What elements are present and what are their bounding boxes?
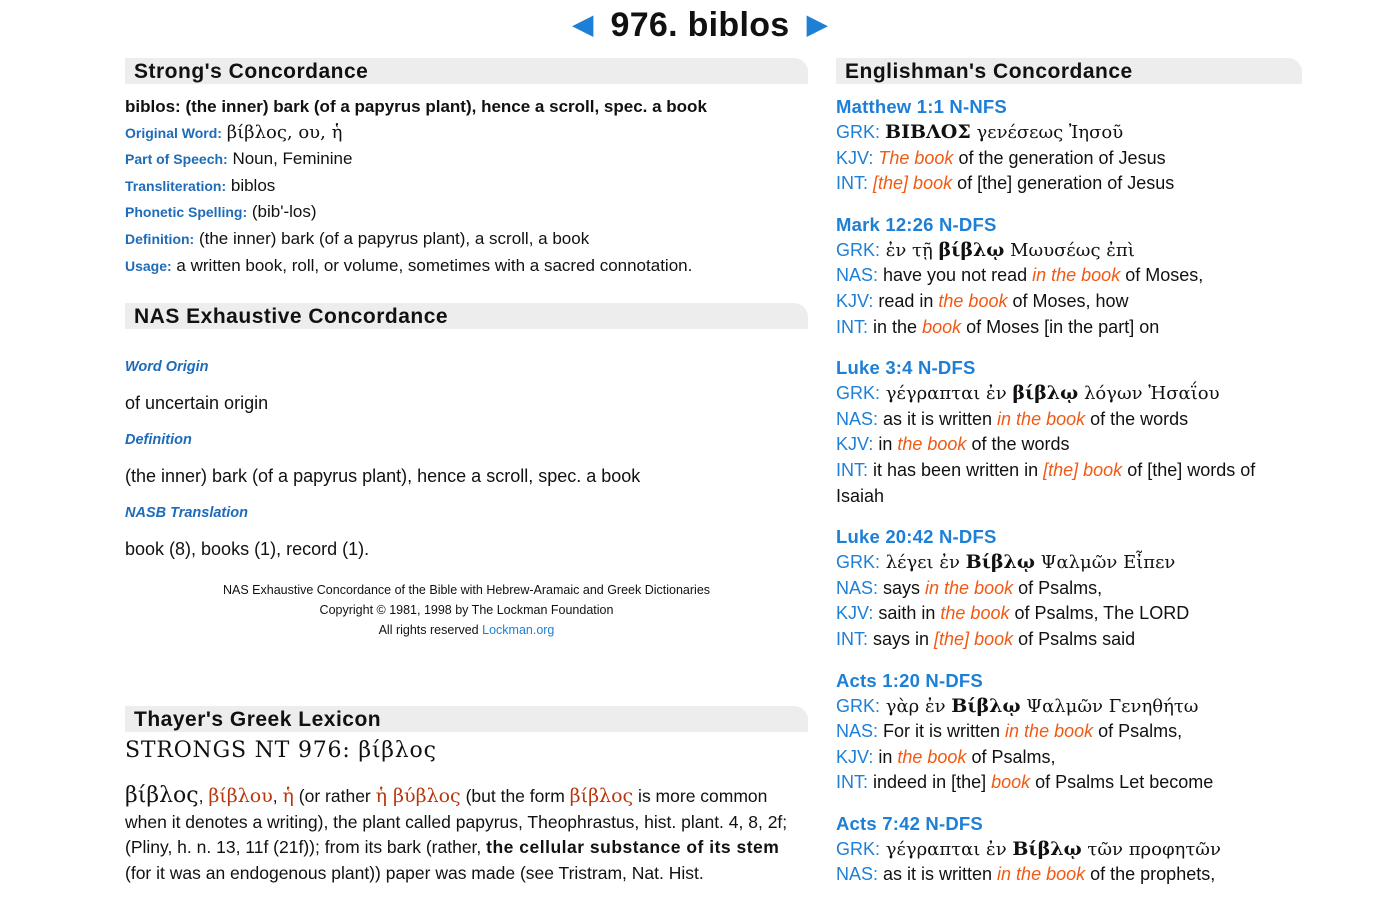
verse-line bbox=[836, 120, 1302, 146]
highlighted-term: book bbox=[922, 316, 962, 337]
highlighted-term: the book bbox=[897, 434, 967, 455]
page-title: 976. biblos bbox=[610, 6, 790, 44]
verse-line bbox=[836, 432, 1302, 458]
version-tag-link[interactable]: NAS: bbox=[836, 265, 879, 286]
verse-text: of Psalms Let become bbox=[1030, 772, 1214, 793]
version-tag-link[interactable]: KJV: bbox=[836, 147, 874, 168]
nas-definition-label: Definition bbox=[125, 432, 192, 449]
strongs-field-label: Transliteration: bbox=[125, 177, 227, 194]
concordance-entry bbox=[836, 94, 1302, 197]
verse-text: For it is written bbox=[878, 721, 1006, 742]
credit-rights: All rights reserved bbox=[378, 623, 479, 638]
greek-text: Ψαλμῶν Εἶπεν bbox=[1034, 552, 1176, 574]
thayer-text: is more common when it denotes a writing), the plant called papyrus, Theophrastus, hist. plant. 4, 8, 2f; (Pliny, h. n. 13, 11f (21f)); from its bark (rather, bbox=[125, 786, 788, 858]
verse-text: of the generation of Jesus bbox=[953, 147, 1166, 168]
verse-text: of [the] generation of Jesus bbox=[952, 173, 1175, 194]
verse-reference-link[interactable]: Acts 1:20 N-DFS bbox=[836, 669, 983, 691]
thayer-text: (for it was an endogenous plant)) paper was made (see Tristram, Nat. Hist. bbox=[125, 862, 704, 883]
nas-translation-label: NASB Translation bbox=[125, 505, 249, 522]
verse-line bbox=[836, 238, 1302, 264]
greek-text: γενέσεως Ἰησοῦ bbox=[970, 122, 1124, 143]
version-tag-link[interactable]: INT: bbox=[836, 772, 869, 793]
verse-line bbox=[836, 770, 1302, 796]
version-tag-link[interactable]: INT: bbox=[836, 628, 869, 649]
verse-reference-link[interactable]: Luke 20:42 N-DFS bbox=[836, 526, 997, 548]
nas-credit bbox=[125, 580, 808, 640]
credit-line-3 bbox=[125, 620, 808, 640]
highlighted-term: book bbox=[991, 772, 1031, 793]
verse-text: of Psalms, bbox=[1013, 577, 1103, 598]
verse-text: of Psalms, The LORD bbox=[1009, 603, 1190, 624]
concordance-entry bbox=[836, 668, 1302, 796]
version-tag-link[interactable]: KJV: bbox=[836, 290, 874, 311]
verse-text: of Psalms, bbox=[966, 746, 1056, 767]
credit-line-2: Copyright © 1981, 1998 by The Lockman Foundation bbox=[319, 603, 614, 618]
thayer-bold-text: the cellular substance of its stem bbox=[486, 837, 780, 858]
verse-text: in bbox=[873, 434, 898, 455]
verse-text: have you not read bbox=[878, 265, 1033, 286]
verse-text: of Moses, how bbox=[1007, 290, 1129, 311]
lockman-link[interactable]: Lockman.org bbox=[482, 623, 555, 638]
greek-text: ΒΙΒΛΟΣ bbox=[885, 121, 971, 143]
highlighted-term: the book bbox=[940, 603, 1010, 624]
verse-text: saith in bbox=[873, 603, 941, 624]
thayer-title: STRONGS NT 976: βίβλος bbox=[125, 738, 437, 764]
nas-definition: (the inner) bark (of a papyrus plant), hence a scroll, spec. a book bbox=[125, 466, 641, 487]
nas-word-origin-label: Word Origin bbox=[125, 359, 209, 376]
thayer-heading: Thayer's Greek Lexicon bbox=[125, 706, 808, 732]
verse-reference-link[interactable]: Matthew 1:1 N-NFS bbox=[836, 96, 1007, 117]
highlighted-term: The book bbox=[878, 147, 954, 168]
version-tag-link[interactable]: NAS: bbox=[836, 721, 879, 742]
thayer-genitive: βίβλου bbox=[208, 785, 273, 808]
version-tag-link[interactable]: KJV: bbox=[836, 434, 874, 455]
version-tag-link[interactable]: KJV: bbox=[836, 603, 874, 624]
verse-line bbox=[836, 146, 1302, 172]
strongs-field-row bbox=[125, 199, 808, 226]
verse-line bbox=[836, 862, 1302, 888]
strongs-field-value: Noun, Feminine bbox=[232, 149, 353, 169]
highlighted-term: the book bbox=[897, 746, 967, 767]
left-column bbox=[125, 58, 808, 886]
version-tag-link[interactable]: INT: bbox=[836, 173, 869, 194]
thayer-body bbox=[125, 783, 808, 886]
verse-line bbox=[836, 171, 1302, 197]
verse-text: of [the] words of Isaiah bbox=[836, 459, 1256, 506]
highlighted-term: in the book bbox=[925, 577, 1014, 598]
verse-text: says in bbox=[868, 628, 935, 649]
credit-line-1: NAS Exhaustive Concordance of the Bible with Hebrew-Aramaic and Greek Dictionaries bbox=[222, 583, 711, 598]
greek-text: λέγει ἐν bbox=[880, 552, 966, 574]
greek-text: Βίβλῳ bbox=[965, 551, 1035, 574]
verse-text: of the prophets, bbox=[1085, 864, 1216, 885]
verse-text: in the bbox=[868, 316, 923, 337]
thayer-headword: βίβλος bbox=[125, 783, 199, 809]
verse-line bbox=[836, 263, 1302, 289]
highlighted-term: the book bbox=[938, 290, 1008, 311]
concordance-entry bbox=[836, 811, 1302, 888]
greek-text: Βίβλῳ bbox=[951, 694, 1021, 717]
thayer-text: (but the form bbox=[460, 786, 570, 807]
next-arrow-icon[interactable]: ▶ bbox=[806, 9, 827, 39]
verse-text: says bbox=[878, 577, 926, 598]
thayer-form: βίβλος bbox=[569, 785, 634, 808]
version-tag-link[interactable]: KJV: bbox=[836, 746, 874, 767]
verse-text: in bbox=[873, 746, 898, 767]
verse-line bbox=[836, 381, 1302, 407]
greek-text: Μωυσέως ἐπὶ bbox=[1004, 239, 1135, 261]
version-tag-link[interactable]: NAS: bbox=[836, 408, 879, 429]
verse-line bbox=[836, 458, 1302, 509]
version-tag-link[interactable]: GRK: bbox=[836, 838, 881, 859]
version-tag-link[interactable]: GRK: bbox=[836, 239, 881, 260]
verse-text: of Moses, bbox=[1120, 265, 1204, 286]
highlighted-term: in the book bbox=[997, 864, 1086, 885]
verse-line bbox=[836, 289, 1302, 315]
strongs-field-value: βίβλος, ου, ἡ bbox=[226, 121, 343, 143]
version-tag-link[interactable]: NAS: bbox=[836, 864, 879, 885]
greek-text: ἐν τῇ bbox=[880, 239, 939, 261]
strongs-field-label: Phonetic Spelling: bbox=[125, 204, 248, 221]
greek-text: Βίβλῳ bbox=[1012, 837, 1082, 860]
greek-text: τῶν προφητῶν bbox=[1081, 838, 1221, 860]
strongs-fields bbox=[125, 120, 808, 280]
thayer-article: ἡ bbox=[282, 785, 294, 808]
greek-text: Ψαλμῶν Γενηθήτω bbox=[1020, 695, 1199, 717]
strongs-field-row bbox=[125, 173, 808, 200]
version-tag-link[interactable]: GRK: bbox=[836, 383, 881, 404]
verse-reference-link[interactable]: Mark 12:26 N-DFS bbox=[836, 213, 997, 235]
highlighted-term: in the book bbox=[1005, 721, 1094, 742]
strongs-field-row bbox=[125, 226, 808, 253]
verse-text: it has been written in bbox=[868, 459, 1044, 480]
verse-line bbox=[836, 627, 1302, 653]
version-tag-link[interactable]: INT: bbox=[836, 316, 869, 337]
strongs-heading: Strong's Concordance bbox=[125, 58, 808, 84]
strongs-field-value: biblos bbox=[230, 175, 276, 195]
thayer-punct: , bbox=[272, 786, 278, 807]
version-tag-link[interactable]: INT: bbox=[836, 459, 869, 480]
verse-text: indeed in [the] bbox=[868, 772, 992, 793]
strongs-field-value: a written book, roll, or volume, sometimes with a sacred connotation. bbox=[176, 255, 693, 275]
page-title-bar bbox=[0, 4, 1400, 44]
greek-text: λόγων Ἠσαΐου bbox=[1078, 383, 1220, 405]
verse-line bbox=[836, 407, 1302, 433]
version-tag-link[interactable]: NAS: bbox=[836, 577, 879, 598]
verse-text: of the words bbox=[966, 434, 1070, 455]
highlighted-term: [the] book bbox=[934, 628, 1014, 649]
strongs-field-row bbox=[125, 120, 808, 147]
prev-arrow-icon[interactable]: ◀ bbox=[573, 9, 594, 39]
version-tag-link[interactable]: GRK: bbox=[836, 122, 881, 142]
concordance-entry bbox=[836, 212, 1302, 340]
verse-line bbox=[836, 837, 1302, 863]
nas-word-origin: of uncertain origin bbox=[125, 393, 269, 414]
verse-text: as it is written bbox=[878, 864, 998, 885]
verse-text: of Psalms said bbox=[1013, 628, 1136, 649]
greek-text: γέγραπται ἐν bbox=[880, 838, 1013, 860]
greek-text: γέγραπται ἐν bbox=[880, 383, 1013, 405]
strongs-field-row bbox=[125, 253, 808, 280]
thayer-variant: ἡ βύβλος bbox=[375, 785, 461, 808]
right-column bbox=[836, 58, 1302, 903]
strongs-field-row bbox=[125, 146, 808, 173]
verse-reference-link[interactable]: Luke 3:4 N-DFS bbox=[836, 357, 976, 379]
strongs-field-value: (bib'-los) bbox=[251, 202, 317, 222]
greek-text: βίβλῳ bbox=[1012, 382, 1079, 405]
verse-line bbox=[836, 745, 1302, 771]
englishman-heading: Englishman's Concordance bbox=[836, 58, 1302, 84]
verse-text: of Moses [in the part] on bbox=[961, 316, 1160, 337]
verse-text: as it is written bbox=[878, 408, 998, 429]
verse-line bbox=[836, 550, 1302, 576]
greek-text: γὰρ ἐν bbox=[880, 695, 952, 717]
greek-text: βίβλῳ bbox=[938, 238, 1005, 261]
englishman-entries bbox=[836, 94, 1302, 888]
verse-reference-link[interactable]: Acts 7:42 N-DFS bbox=[836, 812, 983, 834]
thayer-punct: , bbox=[198, 786, 204, 807]
nas-heading: NAS Exhaustive Concordance bbox=[125, 303, 808, 329]
thayer-text: (or rather bbox=[293, 786, 376, 807]
concordance-entry bbox=[836, 524, 1302, 652]
verse-line bbox=[836, 576, 1302, 602]
verse-line bbox=[836, 694, 1302, 720]
strongs-field-label: Original Word: bbox=[125, 124, 222, 141]
verse-text: of the words bbox=[1085, 408, 1189, 429]
version-tag-link[interactable]: GRK: bbox=[836, 552, 881, 573]
verse-line bbox=[836, 315, 1302, 341]
highlighted-term: in the book bbox=[997, 408, 1086, 429]
strongs-field-label: Part of Speech: bbox=[125, 151, 228, 168]
verse-text: of Psalms, bbox=[1093, 721, 1183, 742]
verse-line bbox=[836, 719, 1302, 745]
concordance-entry bbox=[836, 355, 1302, 509]
version-tag-link[interactable]: GRK: bbox=[836, 695, 881, 716]
highlighted-term: in the book bbox=[1032, 265, 1121, 286]
verse-line bbox=[836, 601, 1302, 627]
strongs-summary: biblos: (the inner) bark (of a papyrus plant), hence a scroll, spec. a book bbox=[125, 97, 707, 116]
verse-text: read in bbox=[873, 290, 939, 311]
highlighted-term: [the] book bbox=[1043, 459, 1123, 480]
strongs-field-label: Definition: bbox=[125, 230, 195, 247]
nas-translation: book (8), books (1), record (1). bbox=[125, 539, 370, 560]
highlighted-term: [the] book bbox=[873, 173, 953, 194]
strongs-field-value: (the inner) bark (of a papyrus plant), a scroll, a book bbox=[198, 228, 590, 248]
strongs-field-label: Usage: bbox=[125, 257, 172, 274]
